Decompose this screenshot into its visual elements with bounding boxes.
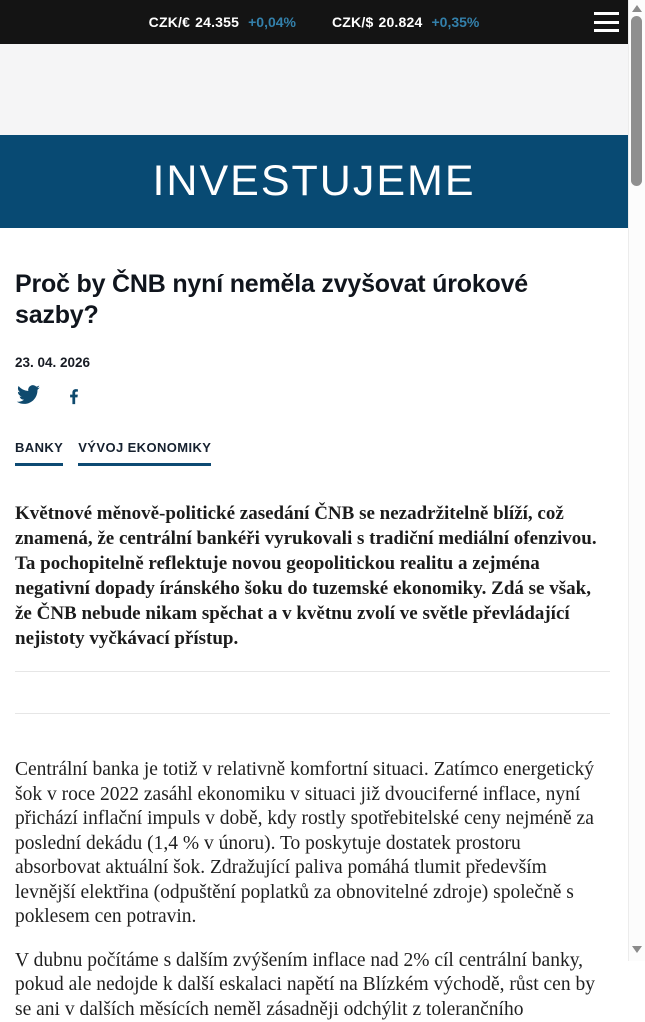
browser-scrollbar[interactable] — [628, 0, 645, 961]
article-title: Proč by ČNB nyní neměla zvyšovat úrokové sazby? — [15, 269, 610, 331]
hamburger-menu-icon[interactable] — [594, 11, 619, 33]
twitter-share-button[interactable] — [15, 383, 42, 406]
scroll-down-arrow-icon[interactable] — [632, 946, 642, 953]
rate-pair-label: CZK/$ — [332, 14, 373, 30]
divider-top — [15, 671, 610, 672]
top-bar — [0, 0, 628, 44]
share-icons-row — [15, 383, 610, 406]
rate-czk-usd[interactable] — [332, 14, 479, 30]
facebook-icon — [64, 384, 84, 406]
rate-change: +0,04% — [248, 14, 296, 30]
article-paragraph-1: Centrální banka je totiž v relativně komfortní situaci. Zatímco energetický šok v roce 2022 zasáhl ekonomiku v situaci již dvouciferné inflace, nyní přichází inflační impuls v době, kdy rostly spotřebitelské ceny nejméně za poslední dekádu (1,4 % v únoru). To poskytuje dostatek prostoru absorbovat aktuální šok. Zdražující paliva pomáhá tlumit především levnější elektřina (odpuštění poplatků za obnovitelné zdroje) společně s poklesem cen potravin. — [15, 758, 610, 930]
scroll-up-arrow-icon[interactable] — [632, 5, 642, 12]
article-date: 23. 04. 2026 — [15, 355, 610, 370]
tags-row — [15, 440, 610, 466]
twitter-icon — [15, 383, 42, 406]
rate-value: 20.824 — [378, 14, 422, 30]
divider-bottom — [15, 713, 610, 714]
article-paragraph-2: V dubnu počítáme s dalším zvýšením inflace nad 2% cíl centrální banky, pokud ale nedojde k další eskalaci napětí na Blízkém východě, růst cen by se ani v dalších měsících neměl zásadněji odchýlit z tolerančního — [15, 949, 610, 1022]
logo-banner — [0, 135, 628, 228]
article-lead: Květnové měnově-politické zasedání ČNB se nezadržitelně blíží, což znamená, že centrální bankéři vyrukovali s tradiční mediální ofenzivou. Ta pochopitelně reflektuje novou geopolitickou realitu a zejména negativní dopady íránského šoku do tuzemské ekonomiky. Zdá se však, že ČNB nebude nikam spěchat a v květnu zvolí ve světle převládající nejistoty vyčkávací přístup. — [15, 501, 610, 651]
rate-change: +0,35% — [431, 14, 479, 30]
rate-pair-label: CZK/€ — [149, 14, 190, 30]
facebook-share-button[interactable] — [64, 384, 84, 406]
scrollbar-thumb[interactable] — [631, 16, 642, 186]
tag-vyvoj-ekonomiky[interactable]: VÝVOJ EKONOMIKY — [78, 440, 211, 466]
rate-czk-eur[interactable] — [149, 14, 296, 30]
rate-value: 24.355 — [195, 14, 239, 30]
article-content — [0, 269, 628, 1022]
site-logo[interactable]: INVESTUJEME — [152, 157, 475, 206]
tag-banky[interactable]: BANKY — [15, 440, 63, 466]
header-spacer — [0, 44, 628, 135]
